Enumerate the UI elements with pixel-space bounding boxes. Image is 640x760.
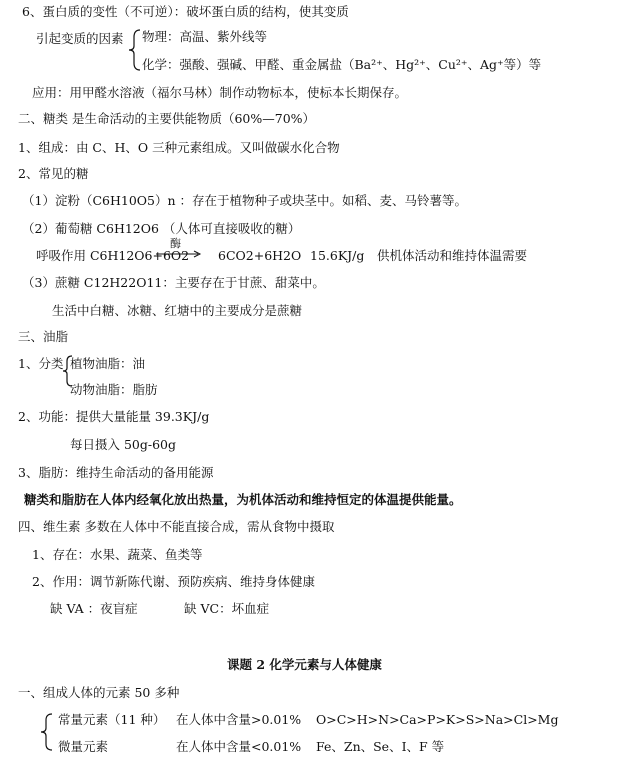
glucose-energy-value: 15.6KJ/g xyxy=(310,248,365,263)
denaturation-factors-label: 引起变质的因素 xyxy=(36,31,124,46)
sucrose-note: 生活中白糖、冰糖、红塘中的主要成分是蔗糖 xyxy=(52,303,303,318)
factors-brace xyxy=(128,28,142,72)
elements-brace xyxy=(40,712,54,752)
common-sugars-heading: 2、常见的糖 xyxy=(18,166,89,181)
trace-elements-label: 微量元素 xyxy=(58,739,109,754)
enzyme-label: 酶 xyxy=(170,237,181,250)
body-elements-title: 一、组成人体的元素 50 多种 xyxy=(18,685,180,700)
respiration-equation-left: 呼吸作用 C6H12O6+6O2 xyxy=(36,248,190,263)
protein-denaturation-title: 6、蛋白质的变性（不可逆）：破坏蛋白质的结构，使其变质 xyxy=(22,4,349,19)
macro-elements-list: O>C>H>N>Ca>P>K>S>Na>Cl>Mg xyxy=(316,712,559,727)
denaturation-application: 应用：用甲醛水溶液（福尔马林）制作动物标本，使标本长期保存。 xyxy=(32,85,408,100)
lack-vitamin-c: 缺 VC：坏血症 xyxy=(184,601,270,616)
fat-classification-label: 1、分类 xyxy=(18,356,64,371)
fat-reserve: 3、脂肪：维持生命活动的备用能源 xyxy=(18,465,214,480)
lack-vitamin-a: 缺 VA ：夜盲症 xyxy=(50,601,138,616)
animal-fat: 动物油脂：脂肪 xyxy=(70,382,158,397)
sucrose-line: （3）蔗糖 C12H22O11：主要存在于甘蔗、甜菜中。 xyxy=(22,275,325,290)
respiration-products: 6CO2+6H2O xyxy=(218,248,302,263)
fat-function: 2、功能：提供大量能量 39.3KJ/g xyxy=(18,409,210,424)
vitamin-sources: 1、存在：水果、蔬菜、鱼类等 xyxy=(32,547,203,562)
trace-elements-content: 在人体中含量<0.01% xyxy=(176,739,302,754)
macro-elements-content: 在人体中含量>0.01% xyxy=(176,712,302,727)
vitamin-function: 2、作用：调节新陈代谢、预防疾病、维持身体健康 xyxy=(32,574,315,589)
respiration-purpose: 供机体活动和维持体温需要 xyxy=(377,248,528,263)
vitamin-section-title: 四、维生素 多数在人体中不能直接合成，需从食物中摄取 xyxy=(18,519,335,534)
reaction-arrow xyxy=(156,250,202,258)
fat-section-title: 三、油脂 xyxy=(18,329,69,344)
macro-elements-label: 常量元素（11 种） xyxy=(58,712,166,727)
glucose-line: （2）葡萄糖 C6H12O6 （人体可直接吸收的糖） xyxy=(22,221,301,236)
daily-intake: 每日摄入 50g-60g xyxy=(70,437,177,452)
sugar-composition: 1、组成：由 C、H、O 三种元素组成。又叫做碳水化合物 xyxy=(18,140,340,155)
plant-fat: 植物油脂：油 xyxy=(70,356,146,371)
sugar-section-title: 二、糖类 是生命活动的主要供能物质（60%—70%） xyxy=(18,111,316,126)
trace-elements-list: Fe、Zn、Se、I、F 等 xyxy=(316,739,445,754)
factor-physical: 物理：高温、紫外线等 xyxy=(142,29,268,44)
factor-chemical: 化学：强酸、强碱、甲醛、重金属盐（Ba²⁺、Hg²⁺、Cu²⁺、Ag⁺等）等 xyxy=(142,57,542,72)
lesson2-heading: 课题 2 化学元素与人体健康 xyxy=(227,657,382,672)
energy-bold-note: 糖类和脂肪在人体内经氧化放出热量，为机体活动和维持恒定的体温提供能量。 xyxy=(24,492,462,507)
starch-line: （1）淀粉（C6H10O5）n ：存在于植物种子或块茎中。如稻、麦、马铃薯等。 xyxy=(22,193,468,208)
